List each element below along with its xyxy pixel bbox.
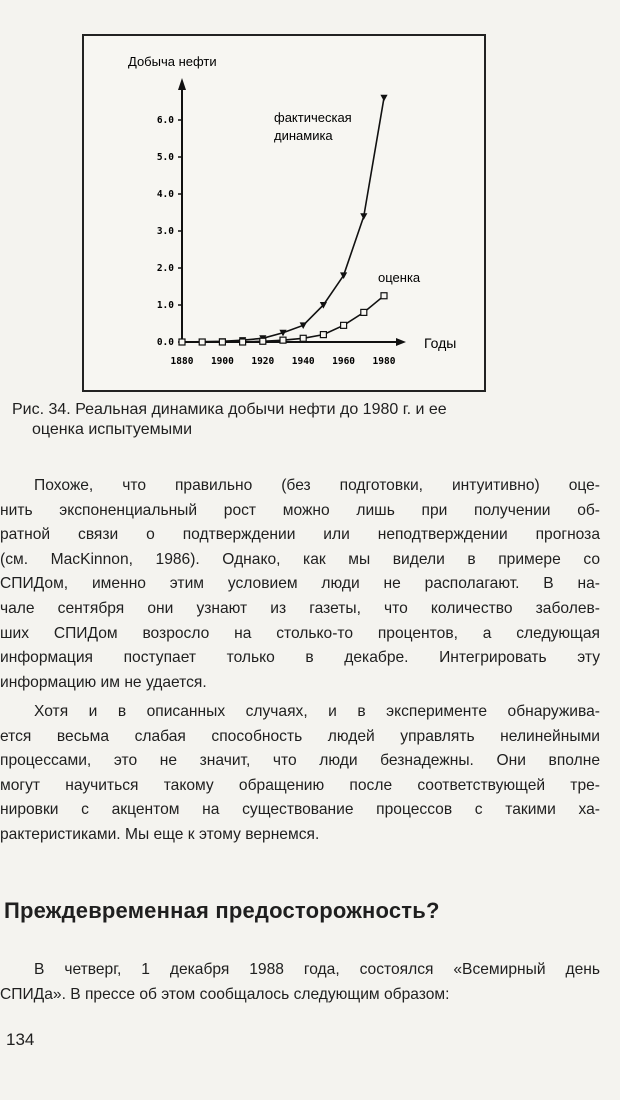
text-line: СПИДа». В прессе об этом сообщалось следующим образом: — [0, 985, 450, 1003]
data-point-estimate — [341, 322, 347, 328]
data-point-estimate — [361, 309, 367, 315]
text-line: СПИДом, именно этим условием люди не располагают. В на- — [0, 575, 600, 593]
text-line: нить экспоненциальный рост можно лишь при получении об- — [0, 501, 600, 519]
y-tick-label: 3.0 — [156, 226, 174, 237]
text-line: ратной связи о подтверждении или неподтверждении прогноза — [0, 526, 600, 544]
text-line: ших СПИДом возросло на столько-то процентов, а следующая — [0, 624, 600, 642]
x-tick-label: 1940 — [291, 356, 315, 367]
series-label-actual-2: динамика — [274, 128, 333, 143]
text-line: нировки с акцентом на существование процессов с такими ха- — [0, 801, 600, 819]
text-line: Похоже, что правильно (без подготовки, интуитивно) оце- — [34, 477, 600, 494]
text-line: информация поступает только в декабре. Интегрировать эту — [0, 649, 600, 667]
data-point-actual — [360, 213, 367, 220]
data-point-estimate — [280, 337, 286, 343]
data-point-estimate — [219, 339, 225, 345]
text-line: В четверг, 1 декабря 1988 года, состоялся «Всемирный день — [34, 961, 600, 978]
x-tick-label: 1900 — [210, 356, 234, 367]
x-tick-label: 1880 — [170, 356, 194, 367]
text-line: информацию им не удается. — [0, 673, 207, 691]
y-tick-label: 4.0 — [156, 189, 174, 200]
figure-caption — [12, 400, 572, 440]
text-line: (см. MacKinnon, 1986). Однако, как мы видели в примере со — [0, 550, 600, 568]
data-point-estimate — [381, 293, 387, 299]
paragraph-1 — [0, 474, 600, 695]
oil-production-chart — [84, 36, 484, 390]
data-point-estimate — [260, 338, 266, 344]
paragraph-3 — [0, 958, 600, 1007]
text-line: Хотя и в описанных случаях, и в эксперименте обнаружива- — [34, 703, 600, 720]
data-point-actual — [380, 95, 387, 102]
y-axis-arrow — [178, 78, 186, 90]
data-point-estimate — [199, 339, 205, 345]
series-label-estimate: оценка — [378, 270, 421, 285]
data-point-estimate — [179, 339, 185, 345]
y-tick-label: 2.0 — [156, 263, 174, 274]
x-axis-label: Годы — [424, 335, 457, 351]
text-line: ется весьма слабая способность людей управлять нелинейными — [0, 727, 600, 745]
data-point-estimate — [300, 335, 306, 341]
data-point-estimate — [240, 339, 246, 345]
y-axis-label: Добыча нефти — [128, 54, 217, 69]
text-line: процессами, это не значит, что люди безнадежны. Они вполне — [0, 752, 600, 770]
y-tick-label: 0.0 — [156, 337, 174, 348]
section-heading: Преждевременная предосторожность? — [4, 898, 440, 923]
data-point-estimate — [320, 332, 326, 338]
paragraph-2 — [0, 700, 600, 848]
x-axis-arrow — [396, 338, 406, 346]
x-tick-label: 1960 — [332, 356, 356, 367]
text-line: рактеристиками. Мы еще к этому вернемся. — [0, 825, 320, 843]
figure — [82, 34, 486, 392]
page-number: 134 — [6, 1030, 35, 1049]
x-tick-label: 1980 — [372, 356, 396, 367]
series-label-actual-1: фактическая — [274, 110, 352, 125]
y-tick-label: 6.0 — [156, 115, 174, 126]
y-tick-label: 1.0 — [156, 300, 174, 311]
y-tick-label: 5.0 — [156, 152, 174, 163]
text-line: чале сентября они узнают из газеты, что количество заболев- — [0, 599, 600, 617]
caption-line-2: оценка испытуемыми — [32, 421, 193, 438]
text-line: могут научиться такому обращению после соответствующей тре- — [0, 776, 600, 794]
x-tick-label: 1920 — [251, 356, 275, 367]
caption-line-1: Рис. 34. Реальная динамика добычи нефти до 1980 г. и ее — [12, 401, 447, 418]
